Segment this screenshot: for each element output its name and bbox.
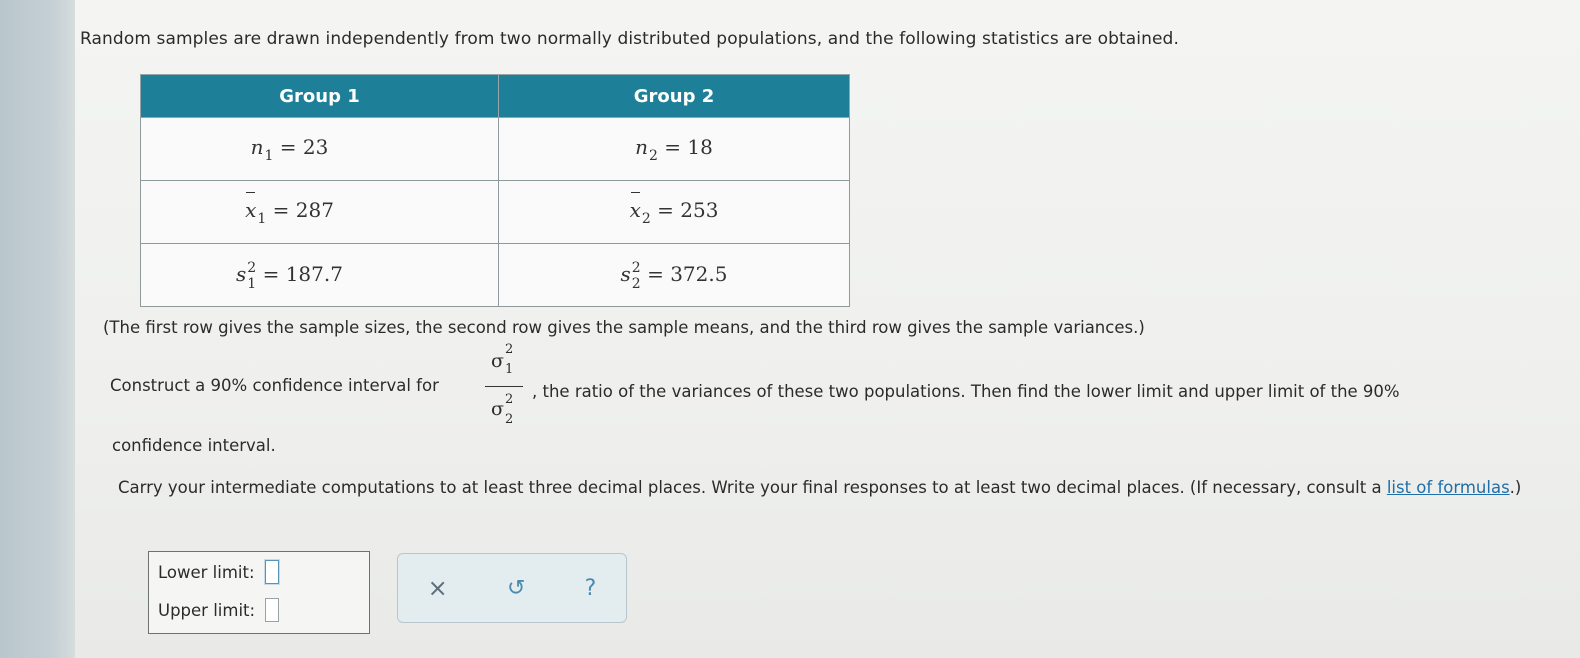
numerator-sigma: σ [491, 350, 504, 372]
clear-button[interactable]: × [427, 574, 448, 602]
xbar2-value: 253 [680, 197, 719, 222]
table-row-sample-variance [141, 244, 850, 307]
table-header-row [141, 75, 850, 118]
header-group-2: Group 2 [499, 75, 850, 118]
s2-squared-value: 372.5 [670, 262, 728, 287]
table-note: (The first row gives the sample sizes, the second row gives the sample means, and the third row gives the sample variances.) [103, 318, 1145, 337]
cell-n2: $n_2 = 18$ [499, 118, 850, 181]
list-of-formulas-link[interactable]: list of formulas [1386, 478, 1510, 497]
intro-text: Random samples are drawn independently from two normally distributed populations, and the following statistics are obtained. [80, 29, 1179, 49]
statistics-table [140, 74, 850, 307]
cell-xbar1: $x_1 = 287$ [141, 181, 499, 244]
variance-ratio-fraction: σ 2 1 σ 2 2 [483, 342, 525, 430]
upper-limit-row [158, 598, 279, 622]
cell-s1-squared: s 2 1 = 187.7 [141, 244, 499, 307]
denominator-sigma: σ [491, 398, 504, 420]
xbar1-value: 287 [295, 197, 334, 222]
answer-box [148, 551, 370, 634]
undo-icon[interactable]: ↺ [506, 575, 526, 601]
help-button[interactable]: ? [584, 575, 597, 601]
answer-tools-bar [397, 553, 627, 623]
cell-xbar2: $x_2 = 253$ [499, 181, 850, 244]
cell-n1: $n_1 = 23$ [141, 118, 499, 181]
construct-line2: confidence interval. [112, 436, 276, 455]
upper-limit-input[interactable] [265, 598, 279, 622]
left-margin-strip [0, 0, 75, 658]
table-row-sample-mean [141, 181, 850, 244]
upper-limit-label: Upper limit: [158, 600, 256, 620]
n2-value: 18 [687, 134, 713, 159]
s1-squared-value: 187.7 [285, 262, 343, 287]
instructions-text: Carry your intermediate computations to at least three decimal places. Write your final responses to at least two decimal places. (If necessary, consult a list of formulas.) [118, 478, 1522, 497]
lower-limit-label: Lower limit: [158, 562, 255, 582]
cell-s2-squared: s 2 2 = 372.5 [499, 244, 850, 307]
lower-limit-row [158, 560, 279, 584]
n1-value: 23 [302, 134, 329, 159]
header-group-1: Group 1 [141, 75, 499, 118]
table-row-sample-size [141, 118, 850, 181]
fraction-bar [485, 386, 523, 387]
construct-prefix: Construct a 90% confidence interval for [110, 376, 439, 395]
lower-limit-input[interactable] [265, 560, 279, 584]
construct-suffix: , the ratio of the variances of these two populations. Then find the lower limit and upper limit of the 90% [532, 382, 1400, 401]
